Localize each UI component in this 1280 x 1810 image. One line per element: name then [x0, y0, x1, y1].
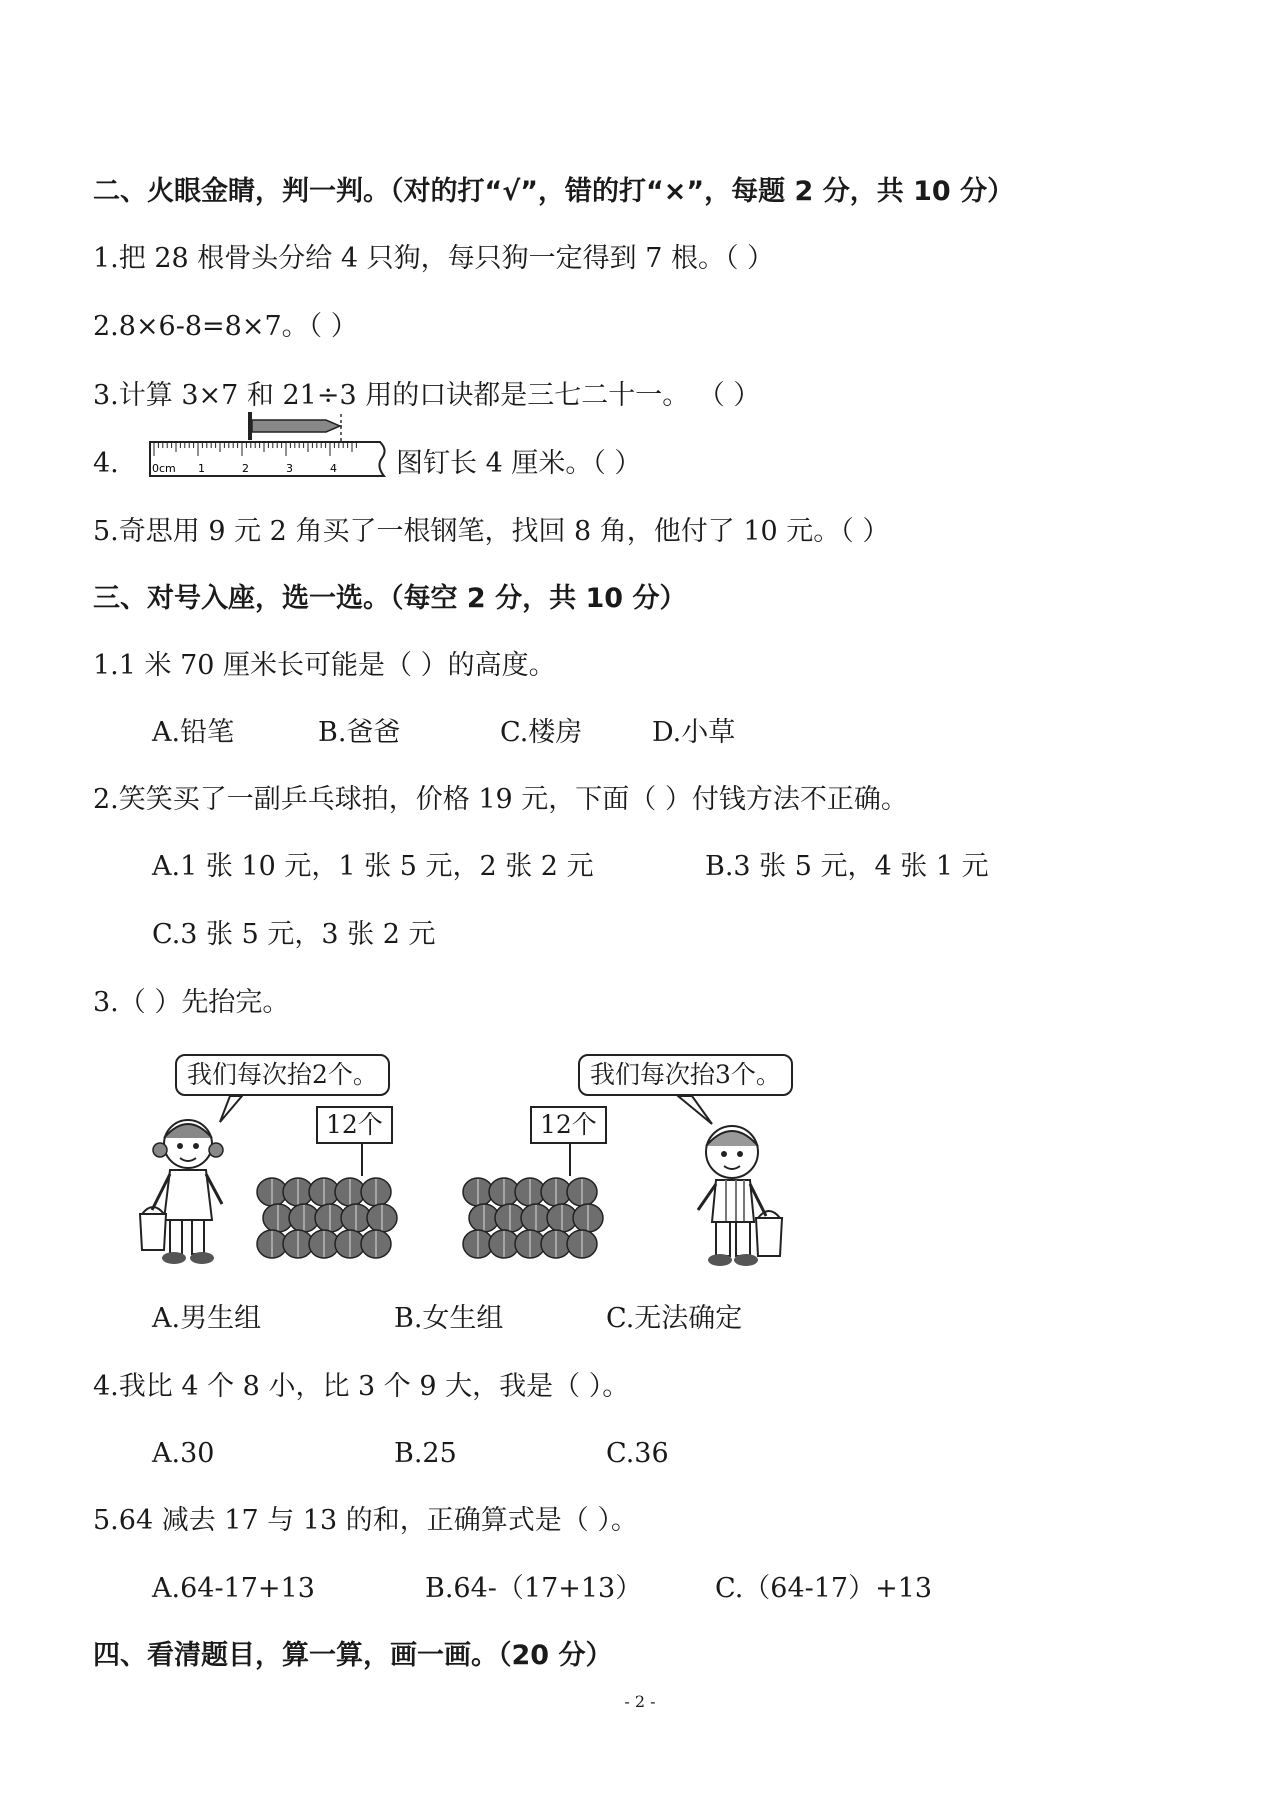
sec3-q1-option-d: D.小草 [652, 717, 736, 748]
ruler-label-3: 3 [286, 462, 293, 475]
boy-figure-icon [698, 1126, 782, 1266]
sec3-q5-option-a: A.64-17+13 [152, 1573, 315, 1604]
sec3-q1-option-b: B.爸爸 [318, 717, 401, 748]
sec3-question-4: 4.我比 4 个 8 小，比 3 个 9 大，我是（ ）。 [93, 1371, 630, 1402]
speech-bubble-girl: 我们每次抬2个。 [175, 1054, 390, 1096]
section-4-title: 四、看清题目，算一算，画一画。（20 分） [93, 1640, 613, 1671]
sec2-question-1: 1.把 28 根骨头分给 4 只狗，每只狗一定得到 7 根。（ ） [93, 243, 775, 274]
ruler-label-1: 1 [198, 462, 205, 475]
sec2-question-3: 3.计算 3×7 和 21÷3 用的口诀都是三七二十一。 （ ） [93, 380, 761, 411]
ruler-label-4: 4 [330, 462, 337, 475]
sec3-q2-option-b: B.3 张 5 元，4 张 1 元 [705, 851, 989, 882]
section-3-title: 三、对号入座，选一选。（每空 2 分，共 10 分） [93, 583, 687, 614]
speech-bubble-boy: 我们每次抬3个。 [578, 1054, 793, 1096]
sec3-q1-option-a: A.铅笔 [152, 717, 235, 748]
sign-left: 12个 [316, 1106, 393, 1144]
section-2-title: 二、火眼金睛，判一判。（对的打“√”，错的打“×”，每题 2 分，共 10 分） [93, 176, 1015, 207]
sec3-question-2: 2.笑笑买了一副乒乓球拍，价格 19 元，下面（ ）付钱方法不正确。 [93, 784, 908, 815]
sec3-q4-option-a: A.30 [152, 1438, 215, 1469]
sec3-question-5: 5.64 减去 17 与 13 的和，正确算式是（ ）。 [93, 1505, 638, 1536]
sec3-q2-option-c: C.3 张 5 元，3 张 2 元 [152, 919, 436, 950]
pumpkin-illustration [130, 1092, 820, 1272]
sec3-q3-option-c: C.无法确定 [606, 1303, 743, 1334]
sec3-question-1: 1.1 米 70 厘米长可能是（ ）的高度。 [93, 650, 556, 681]
sec3-q1-option-c: C.楼房 [500, 717, 583, 748]
sec3-question-3: 3.（ ）先抬完。 [93, 987, 290, 1018]
girl-figure-icon [140, 1120, 223, 1264]
ruler-with-thumbtack [148, 410, 393, 480]
sec2-question-4-text: 图钉长 4 厘米。（ ） [396, 448, 642, 479]
sec2-question-5: 5.奇思用 9 元 2 角买了一根钢笔，找回 8 角，他付了 10 元。（ ） [93, 516, 890, 547]
ruler-label-2: 2 [242, 462, 249, 475]
sec3-q2-option-a: A.1 张 10 元，1 张 5 元，2 张 2 元 [152, 851, 594, 882]
sec3-q4-option-b: B.25 [394, 1438, 457, 1469]
sec3-q3-option-a: A.男生组 [152, 1303, 262, 1334]
pumpkin-pile-left [257, 1178, 397, 1258]
sec3-q3-option-b: B.女生组 [394, 1303, 504, 1334]
page-number: - 2 - [624, 1692, 656, 1711]
sign-right: 12个 [530, 1106, 607, 1144]
sec2-question-2: 2.8×6-8=8×7。（ ） [93, 311, 358, 342]
sec3-q5-option-b: B.64-（17+13） [425, 1573, 643, 1604]
sec2-question-4-number: 4. [93, 448, 119, 479]
ruler-label-0: 0cm [152, 462, 176, 475]
sec3-q4-option-c: C.36 [606, 1438, 669, 1469]
sec3-q5-option-c: C.（64-17）+13 [715, 1573, 933, 1604]
pumpkin-pile-right [463, 1178, 603, 1258]
thumbtack-icon [248, 412, 342, 446]
